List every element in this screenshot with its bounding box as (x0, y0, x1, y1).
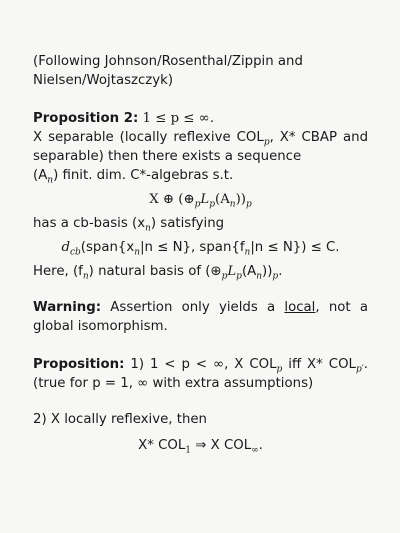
proposition-2-range: 1 ≤ p ≤ ∞. (142, 111, 214, 126)
proposition-2-heading: Proposition 2: (33, 111, 139, 126)
proposition-2-hypothesis: X separable (locally reflexive $COL_p$, X* CBAP and separable) then there exists a sequence (33, 130, 369, 164)
proposition-2-algebras: $(A_n)$ finit. dim. C*-algebras s.t. (33, 168, 234, 186)
proposition-item-2: 2) X locally reflexive, then X* $COL_1$ ⇒ X $COL_\infty$. (33, 410, 368, 455)
intro (33, 52, 368, 90)
natural-basis-line: Here, $(f_n)$ natural basis of $(\oplus_pL_p(A_n))_p$. (33, 264, 283, 282)
cb-basis-line: has a cb-basis $(x_n)$ satisfying (33, 216, 225, 234)
warning-heading: Warning: (33, 300, 102, 315)
proposition-item-1: 1) 1 < p < ∞, X COL (130, 357, 277, 372)
warning-local: local (284, 300, 316, 315)
intro-line-2: Nielsen/Wojtaszczyk) (33, 73, 174, 88)
display-equation-2: $d_{cb}(span\{x_n|n \le N\}$, $span\{f_n|n \le N\}) \le C$. (61, 240, 340, 258)
display-equation-3: X* $COL_1$ ⇒ X $COL_\infty$. (138, 438, 263, 456)
proposition-2 (33, 109, 368, 281)
intro-line-1: (Following Johnson/Rosenthal/Zippin and (33, 54, 303, 69)
proposition-heading: Proposition: (33, 357, 125, 372)
proposition: Proposition: 1) 1 < p < ∞, X $COL_p$ iff X* $COL_{p'}$. (true for p = 1, ∞ with extra assumptions) (33, 357, 368, 391)
display-equation-1: X ⊕ $(\oplus_pL_p(A_n))_p$ (149, 192, 252, 210)
warning: Warning: Assertion only yields a local, not a global isomorphism. (33, 300, 368, 334)
slide-content (33, 52, 368, 460)
